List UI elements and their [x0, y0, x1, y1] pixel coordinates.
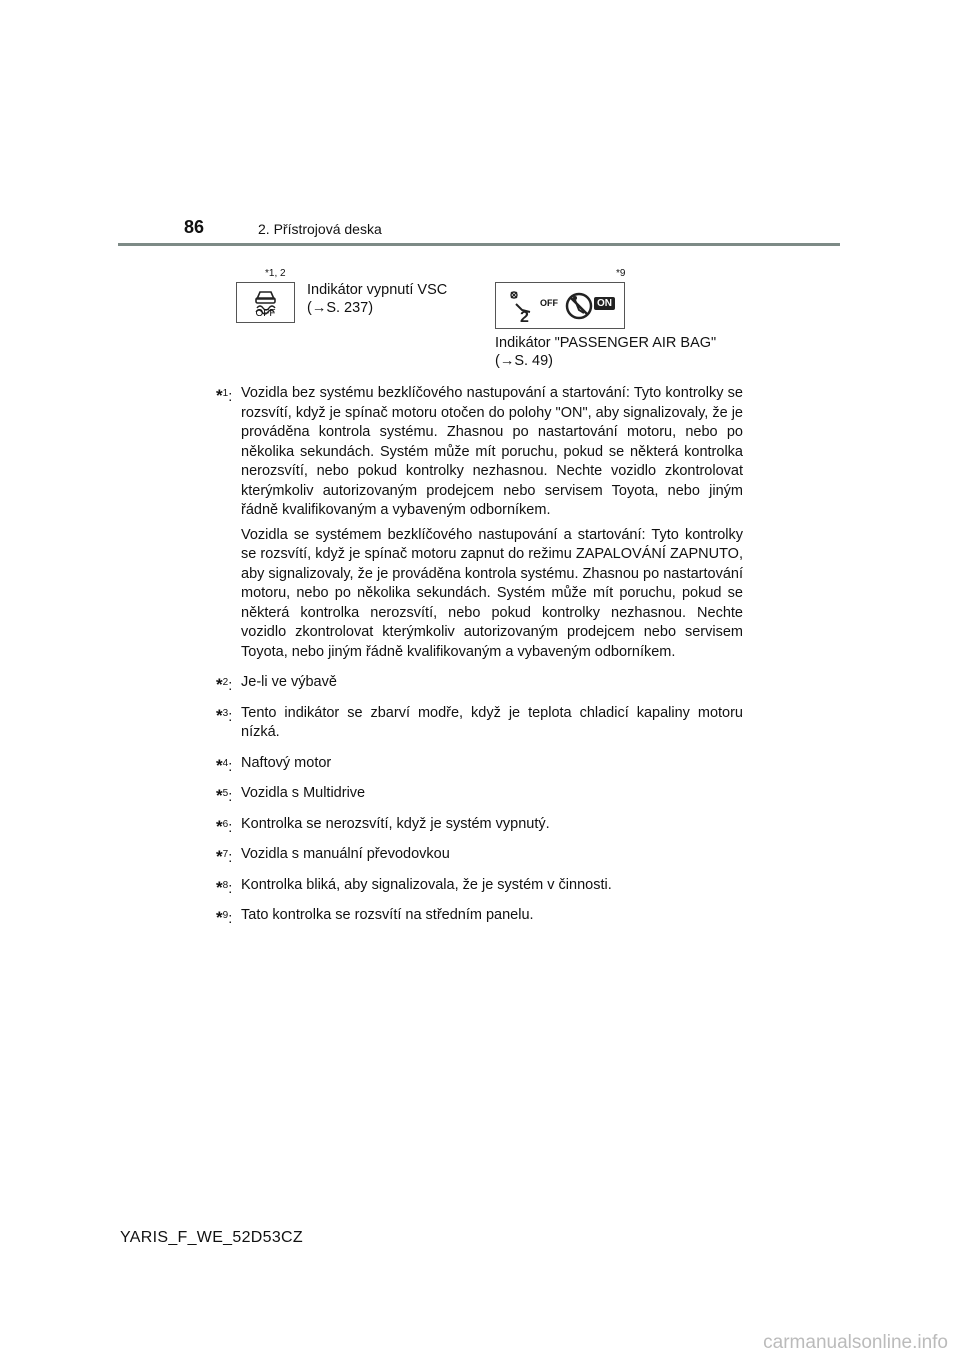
footnote-marker: *$^3$:	[216, 705, 233, 725]
footnote-body	[241, 815, 743, 840]
vsc-note-ref: *1, 2	[265, 268, 286, 279]
passenger-airbag-description	[495, 334, 716, 370]
footnote-paragraph: Vozidla se systémem bezklíčového nastupování a startování: Tyto kontrolky se rozsvítí, když je spínač motoru zapnut do režimu ZAPALOVÁNÍ ZAPNUTO, aby signalizovaly, že je prováděna kontrola systému. Zhasnou po nastartování motoru, nebo po několika sekundách. Systém může mít poruchu, pokud se některá kontrolka nerozsvítí, nebo pokud kontrolky nezhasnou. Nechte vozidlo zkontrolovat kterýmkoliv autorizovaným prodejcem nebo servisem Toyota, nebo jiným řádně kvalifikovaným a vybaveným odborníkem.	[241, 526, 743, 660]
footnote-marker: *$^6$:	[216, 816, 233, 836]
header-rule	[118, 243, 840, 246]
footnote-paragraph: Vozidla bez systému bezklíčového nastupování a startování: Tyto kontrolky se rozsvítí, když je spínač motoru otočen do polohy "ON", aby signalizovaly, že je prováděna kontrola systému. Zhasnou po nastartování motoru, nebo po několika sekundách. Systém může mít poruchu, pokud se některá kontrolka nerozsvítí, nebo pokud kontrolky nezhasnou. Nechte vozidlo zkontrolovat kterýmkoliv autorizovaným prodejcem nebo servisem Toyota, nebo jiným řádně kvalifikovaným a vybaveným odborníkem.	[241, 385, 743, 518]
footnote-number: 1	[222, 388, 229, 399]
footnote-body	[241, 784, 743, 809]
footnote-paragraph: Kontrolka se nerozsvítí, když je systém vypnutý.	[241, 815, 550, 832]
footnote-paragraph: Tento indikátor se zbarví modře, když je teplota chladicí kapaliny motoru nízká.	[241, 704, 743, 740]
section-title: 2. Přístrojová deska	[258, 221, 382, 237]
footnote-item	[216, 673, 743, 698]
footnote-item	[216, 754, 743, 779]
vsc-off-description	[307, 281, 447, 317]
footnote-item	[216, 704, 743, 748]
footnote-body	[241, 876, 743, 901]
footnotes	[216, 384, 743, 937]
footnote-paragraph: Je-li ve výbavě	[241, 674, 337, 690]
vsc-off-icon-label: OFF	[255, 308, 276, 319]
svg-text:2: 2	[520, 309, 529, 326]
document-code: YARIS_F_WE_52D53CZ	[120, 1229, 303, 1246]
footnote-item	[216, 845, 743, 870]
footnote-paragraph: Naftový motor	[241, 754, 332, 771]
footnote-marker: *$^9$:	[216, 908, 233, 927]
footnote-paragraph: Tato kontrolka se rozsvítí na středním panelu.	[241, 907, 534, 923]
airbag-note-ref: *9	[616, 268, 626, 279]
asterisk-icon: *	[216, 877, 223, 897]
footnote-number: 2	[222, 677, 229, 688]
passenger-airbag-page-ref: (→S. 49)	[495, 353, 554, 369]
footnote-number: 5	[222, 788, 229, 799]
vsc-off-indicator-box	[236, 282, 295, 323]
footnote-number: 8	[222, 879, 229, 891]
footnote-paragraph: Kontrolka bliká, aby signalizovala, že je systém v činnosti.	[241, 876, 612, 893]
footnote-paragraph: Vozidla s Multidrive	[241, 785, 366, 801]
airbag-on-icon-label: ON	[594, 297, 615, 310]
footnote-item	[216, 784, 743, 809]
footnote-body	[241, 754, 743, 779]
footnote-marker: *$^5$:	[216, 786, 233, 805]
footnote-marker: *$^1$:	[216, 386, 233, 405]
footnote-item	[216, 815, 743, 840]
footnote-body	[241, 906, 743, 931]
vsc-off-page-ref: (→S. 237)	[307, 300, 374, 316]
asterisk-icon: *	[216, 705, 223, 725]
footnote-number: 7	[222, 849, 229, 860]
asterisk-icon: *	[216, 675, 223, 694]
footnote-item	[216, 906, 743, 931]
asterisk-icon: *	[216, 847, 223, 866]
passenger-airbag-on-icon	[564, 291, 594, 321]
footnote-number: 4	[222, 757, 229, 769]
footnote-number: 3	[222, 707, 229, 719]
footnote-item	[216, 384, 743, 667]
asterisk-icon: *	[216, 386, 223, 405]
footnote-number: 9	[222, 910, 229, 921]
vsc-off-title: Indikátor vypnutí VSC	[307, 282, 448, 298]
footnote-body	[241, 845, 743, 870]
watermark: carmanualsonline.info	[763, 1332, 948, 1353]
footnote-marker: *$^4$:	[216, 755, 233, 775]
footnote-marker: *$^7$:	[216, 847, 233, 866]
footnote-marker: *$^2$:	[216, 675, 233, 694]
footnote-paragraph: Vozidla s manuální převodovkou	[241, 846, 450, 862]
asterisk-icon: *	[216, 908, 223, 927]
asterisk-icon: *	[216, 816, 223, 836]
page-number: 86	[184, 217, 205, 237]
passenger-airbag-title: Indikátor "PASSENGER AIR BAG"	[495, 335, 717, 351]
footnote-number: 6	[222, 818, 229, 830]
airbag-off-icon-label: OFF	[540, 298, 558, 308]
asterisk-icon: *	[216, 755, 223, 775]
footnote-item	[216, 876, 743, 901]
footnote-body	[241, 384, 743, 667]
asterisk-icon: *	[216, 786, 223, 805]
footnote-body	[241, 673, 743, 698]
passenger-airbag-indicator-box	[495, 282, 625, 329]
footnote-body	[241, 704, 743, 748]
footnote-marker: *$^8$:	[216, 877, 233, 897]
